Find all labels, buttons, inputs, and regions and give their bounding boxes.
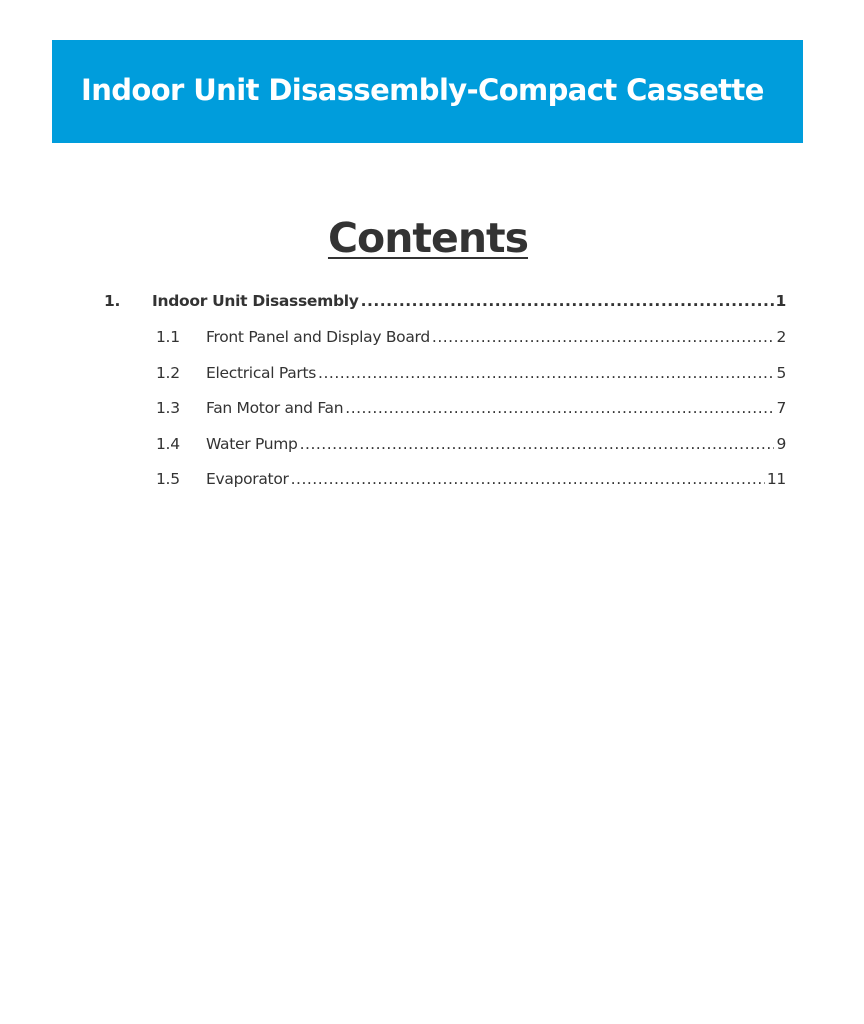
toc-entry[interactable] [104,328,786,364]
table-of-contents [104,292,786,506]
toc-entry-page: 1 [775,292,786,310]
toc-dot-leader [300,435,775,453]
toc-entry-number: 1.5 [156,470,180,488]
toc-entry-title: Water Pump [206,434,298,453]
toc-entry-title: Front Panel and Display Board [206,328,430,346]
toc-entry[interactable] [104,292,786,328]
toc-dot-leader [361,292,774,310]
toc-entry-page: 2 [776,328,786,346]
toc-dot-leader [345,399,774,417]
header-banner [52,40,803,143]
toc-dot-leader [291,470,765,488]
toc-entry[interactable] [104,435,786,471]
toc-entry[interactable] [104,399,786,435]
toc-dot-leader [432,328,775,346]
toc-entry-title: Electrical Parts [206,363,317,382]
toc-dot-leader [318,364,774,382]
toc-entry-number: 1.1 [156,328,180,346]
toc-entry-title: Evaporator [206,470,289,488]
toc-entry-page: 11 [766,470,786,488]
toc-entry-number: 1.3 [156,399,180,417]
contents-heading: Contents [327,214,529,262]
toc-entry-number: 1.4 [156,434,180,453]
toc-entry[interactable] [104,364,786,400]
toc-entry-number: 1. [104,292,121,310]
toc-entry-number: 1.2 [156,363,180,382]
toc-entry-title: Fan Motor and Fan [206,399,344,417]
toc-entry-page: 7 [776,399,786,417]
document-title: Indoor Unit Disassembly-Compact Cassette [81,72,764,107]
toc-entry[interactable] [104,470,786,506]
toc-entry-page: 5 [776,363,786,382]
toc-entry-page: 9 [776,434,786,453]
toc-entry-title: Indoor Unit Disassembly [152,292,359,310]
